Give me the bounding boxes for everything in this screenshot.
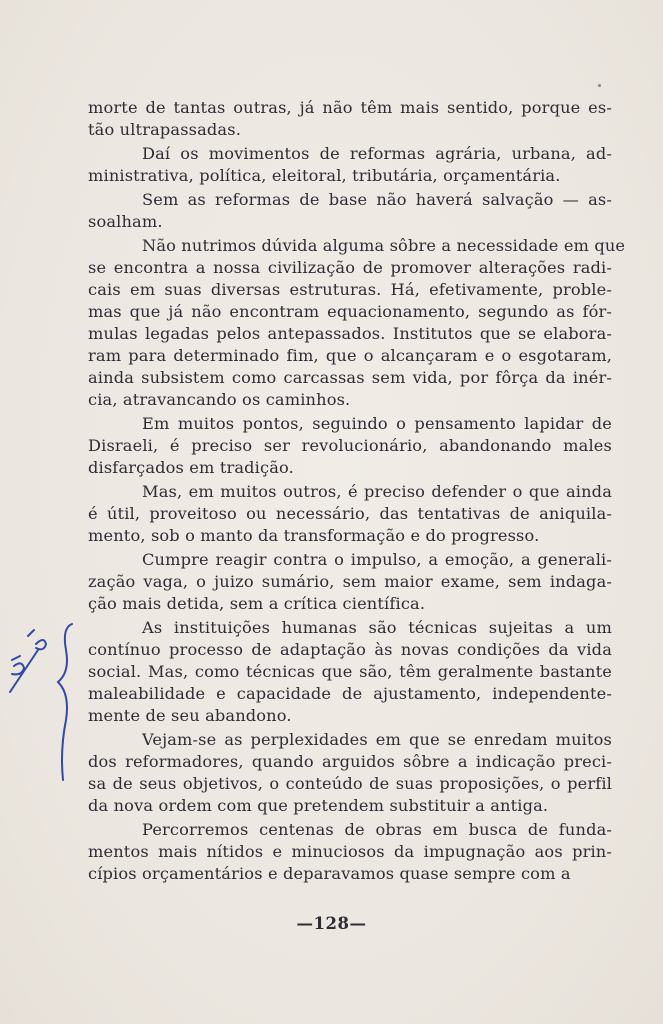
text-line: Sem as reformas de base não haverá salvação — as-	[142, 190, 612, 209]
text-line: se encontra a nossa civilização de promover alterações radi-	[88, 258, 612, 277]
text-line: mulas legadas pelos antepassados. Institutos que se elabora-	[88, 324, 612, 343]
text-line: zação vaga, o juizo sumário, sem maior exame, sem indaga-	[88, 572, 612, 591]
text-line: ainda subsistem como carcassas sem vida, por fôrça da inér-	[88, 368, 612, 387]
text-line: tão ultrapassadas.	[88, 120, 241, 139]
paragraph	[88, 413, 612, 479]
text-line: Mas, em muitos outros, é preciso defender o que ainda	[142, 482, 612, 501]
handwritten-annotation-icon	[0, 610, 90, 790]
text-line: Percorremos centenas de obras em busca de funda-	[142, 820, 612, 839]
text-line: sa de seus objetivos, o conteúdo de suas proposições, o perfil	[88, 774, 612, 793]
paragraph	[88, 189, 612, 233]
text-line: ção mais detida, sem a crítica científica.	[88, 594, 426, 613]
paragraph	[88, 819, 612, 885]
text-line: maleabilidade e capacidade de ajustamento, independente-	[88, 684, 612, 703]
text-line: ram para determinado fim, que o alcançaram e o esgotaram,	[88, 346, 612, 365]
paragraph	[88, 143, 612, 187]
paragraph	[88, 481, 612, 547]
text-line: mas que já não encontram equacionamento, segundo as fór-	[88, 302, 612, 321]
text-line: As instituições humanas são técnicas sujeitas a um	[142, 618, 612, 637]
text-line: ministrativa, política, eleitoral, tributária, orçamentária.	[88, 166, 561, 185]
text-line: Em muitos pontos, seguindo o pensamento lapidar de	[142, 414, 612, 433]
text-line: Disraeli, é preciso ser revolucionário, abandonando males	[88, 436, 612, 455]
text-line: da nova ordem com que pretendem substituir a antiga.	[88, 796, 549, 815]
paragraph	[88, 617, 612, 727]
text-line: Daí os movimentos de reformas agrária, urbana, ad-	[142, 144, 612, 163]
text-line: contínuo processo de adaptação às novas condições da vida	[88, 640, 612, 659]
text-line: cípios orçamentários e deparavamos quase sempre com a	[88, 864, 571, 883]
paragraph	[88, 97, 612, 141]
paragraph	[88, 729, 612, 817]
text-line: Vejam-se as perplexidades em que se enredam muitos	[142, 730, 612, 749]
text-line: mento, sob o manto da transformação e do progresso.	[88, 526, 540, 545]
text-line: mentos mais nítidos e minuciosos da impugnação aos prin-	[88, 842, 612, 861]
text-line: Não nutrimos dúvida alguma sôbre a necessidade em que	[142, 236, 626, 255]
paragraph	[88, 235, 626, 411]
text-line: cais em suas diversas estruturas. Há, efetivamente, proble-	[88, 280, 612, 299]
text-line: é útil, proveitoso ou necessário, das tentativas de aniquila-	[88, 504, 612, 523]
handwritten-margin-annotation	[0, 610, 90, 790]
text-line: morte de tantas outras, já não têm mais sentido, porque es-	[88, 98, 612, 117]
body-text	[88, 97, 626, 885]
text-line: dos reformadores, quando arguidos sôbre a indicação preci-	[88, 752, 612, 771]
speck	[598, 84, 601, 87]
text-line: soalham.	[88, 212, 163, 231]
text-line: cia, atravancando os caminhos.	[88, 390, 351, 409]
text-line: disfarçados em tradição.	[88, 458, 294, 477]
text-line: mente de seu abandono.	[88, 706, 292, 725]
text-line: social. Mas, como técnicas que são, têm geralmente bastante	[88, 662, 612, 681]
page-number: —128—	[296, 914, 367, 933]
text-line: Cumpre reagir contra o impulso, a emoção, a generali-	[142, 550, 612, 569]
paragraph	[88, 549, 612, 615]
